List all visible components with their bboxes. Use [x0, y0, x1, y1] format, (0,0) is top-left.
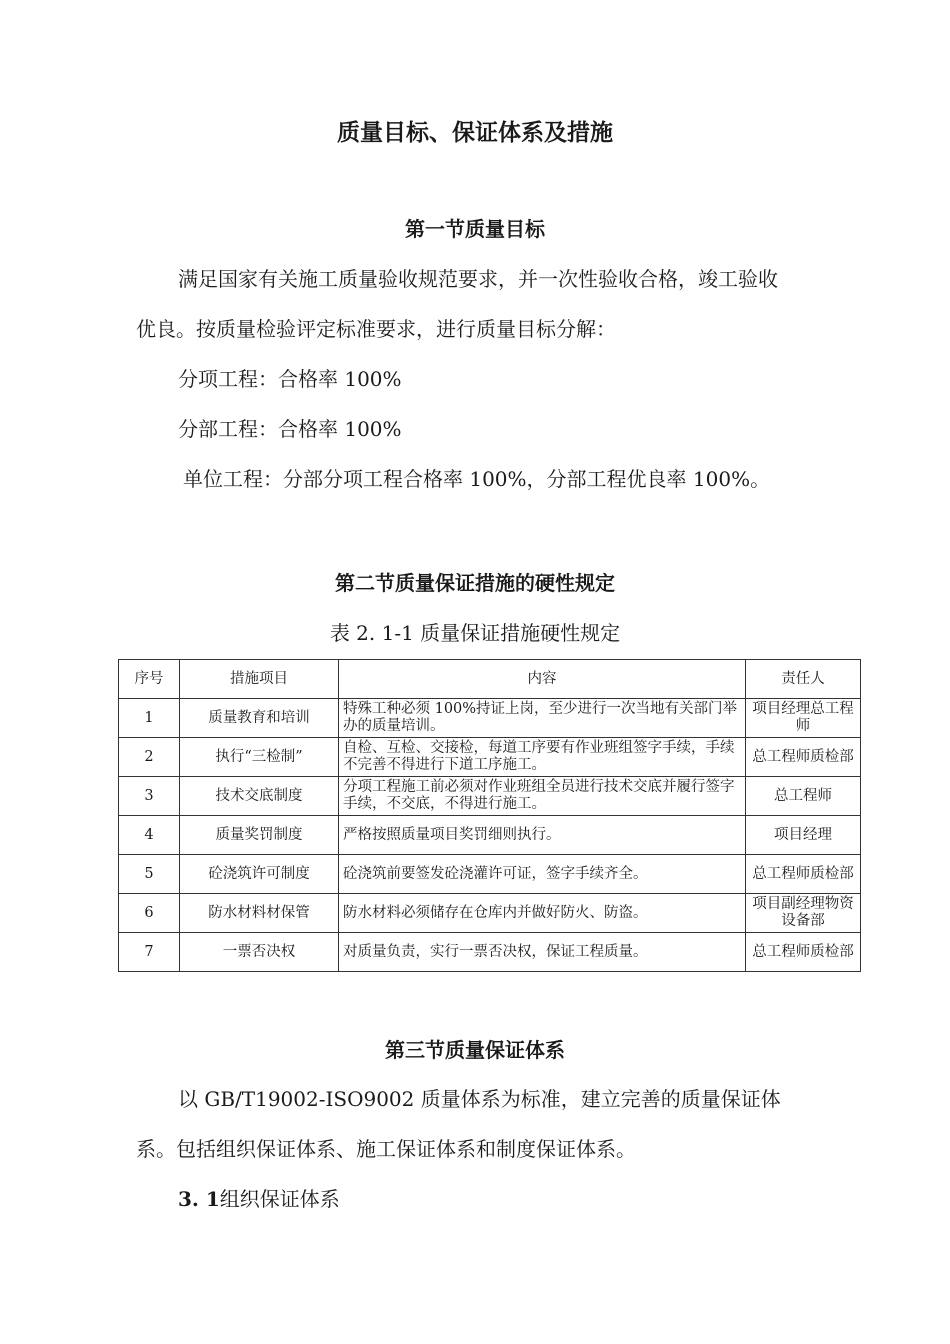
row-no: 7 [119, 933, 180, 972]
table-header-row [119, 660, 861, 699]
row-no: 4 [119, 816, 180, 855]
row-responsible: 总工程师 [746, 777, 861, 816]
row-responsible: 总工程师质检部 [746, 738, 861, 777]
table-row [119, 738, 861, 777]
row-measure-item: 砼浇筑许可制度 [180, 855, 339, 894]
section3-paragraph-line2: 系。包括组织保证体系、施工保证体系和制度保证体系。 [136, 1137, 636, 1161]
row-content: 砼浇筑前要签发砼浇灌许可证，签字手续齐全。 [339, 855, 746, 894]
table-row [119, 894, 861, 933]
row-measure-item: 防水材料材保管 [180, 894, 339, 933]
section1-paragraph-line2: 优良。按质量检验评定标准要求，进行质量目标分解： [136, 317, 616, 341]
row-content: 对质量负责，实行一票否决权，保证工程质量。 [339, 933, 746, 972]
row-content: 分项工程施工前必须对作业班组全员进行技术交底并履行签字手续，不交底，不得进行施工。 [339, 777, 746, 816]
header-measure-item: 措施项目 [180, 660, 339, 699]
row-no: 1 [119, 699, 180, 738]
table-row [119, 816, 861, 855]
row-responsible: 总工程师质检部 [746, 855, 861, 894]
section2-heading: 第二节质量保证措施的硬性规定 [335, 571, 615, 595]
row-content: 严格按照质量项目奖罚细则执行。 [339, 816, 746, 855]
table-row [119, 933, 861, 972]
row-measure-item: 一票否决权 [180, 933, 339, 972]
goal-item-subitem: 分项工程：合格率 100% [178, 367, 402, 391]
row-responsible: 项目经理 [746, 816, 861, 855]
subsection-number: 3. 1 [178, 1187, 220, 1211]
row-content: 防水材料必须储存在仓库内并做好防火、防盗。 [339, 894, 746, 933]
table-row [119, 777, 861, 816]
goal-item-unit: 单位工程：分部分项工程合格率 100%，分部工程优良率 100%。 [183, 467, 771, 491]
row-no: 3 [119, 777, 180, 816]
row-measure-item: 质量奖罚制度 [180, 816, 339, 855]
header-no: 序号 [119, 660, 180, 699]
header-responsible: 责任人 [746, 660, 861, 699]
row-measure-item: 质量教育和培训 [180, 699, 339, 738]
table-caption: 表 2. 1-1 质量保证措施硬性规定 [329, 621, 621, 645]
subsection-heading [178, 1183, 340, 1212]
section1-paragraph-line1: 满足国家有关施工质量验收规范要求，并一次性验收合格，竣工验收 [178, 267, 778, 291]
row-measure-item: 执行“三检制” [180, 738, 339, 777]
table-row [119, 699, 861, 738]
section1-heading: 第一节质量目标 [405, 217, 545, 241]
header-content: 内容 [339, 660, 746, 699]
section3-paragraph-line1: 以 GB/T19002-ISO9002 质量体系为标准，建立完善的质量保证体 [178, 1087, 781, 1111]
row-responsible: 项目经理总工程师 [746, 699, 861, 738]
table-row [119, 855, 861, 894]
row-responsible: 总工程师质检部 [746, 933, 861, 972]
row-content: 自检、互检、交接检，每道工序要有作业班组签字手续，手续不完善不得进行下道工序施工。 [339, 738, 746, 777]
section3-heading: 第三节质量保证体系 [385, 1038, 565, 1062]
row-no: 6 [119, 894, 180, 933]
row-content: 特殊工种必须 100%持证上岗，至少进行一次当地有关部门举办的质量培训。 [339, 699, 746, 738]
document-title: 质量目标、保证体系及措施 [337, 119, 613, 146]
subsection-title: 组织保证体系 [219, 1187, 340, 1211]
quality-measures-table [118, 659, 861, 972]
row-measure-item: 技术交底制度 [180, 777, 339, 816]
row-responsible: 项目副经理物资设备部 [746, 894, 861, 933]
goal-item-subdivision: 分部工程：合格率 100% [178, 417, 402, 441]
row-no: 2 [119, 738, 180, 777]
row-no: 5 [119, 855, 180, 894]
